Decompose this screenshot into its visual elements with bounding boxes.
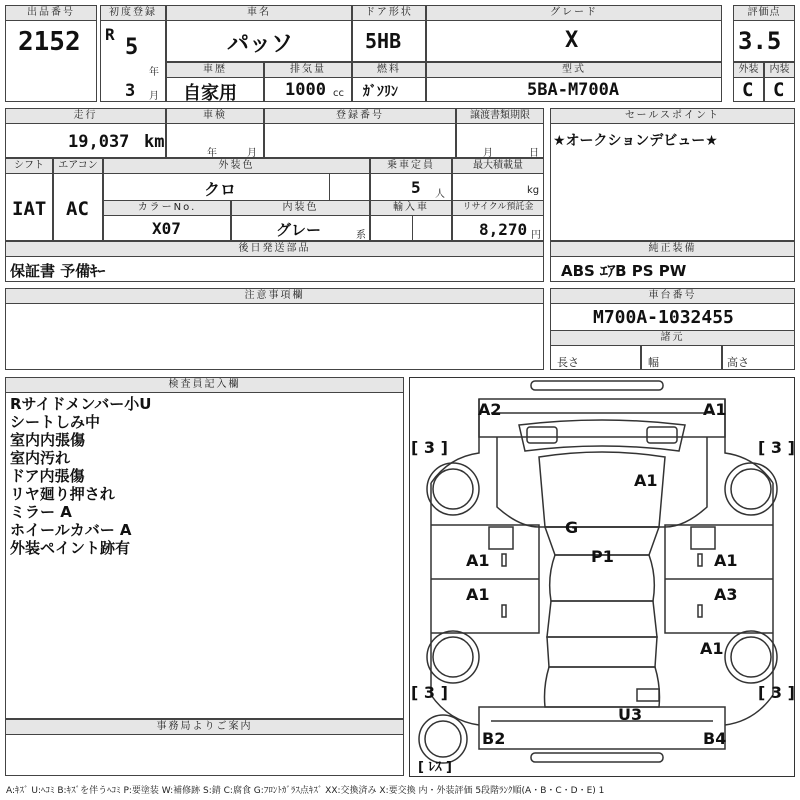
model-cell <box>426 77 722 102</box>
era-letter: R <box>105 25 115 44</box>
interior-color-cell <box>231 215 370 241</box>
history-header: 車歴 <box>166 62 264 78</box>
exterior-cell <box>733 77 764 102</box>
inspection-cell <box>166 123 264 158</box>
later-parts-header: 後日発送部品 <box>5 241 544 257</box>
later-parts-cell <box>5 256 544 282</box>
color-number-cell <box>103 215 231 241</box>
tire-rear-right: [ 3 ] <box>758 683 795 702</box>
inspection-header: 車検 <box>166 108 264 124</box>
equipment: ABS ｴｱB PS PW <box>561 262 687 280</box>
chassis-number: M700A-1032455 <box>593 307 734 328</box>
capacity-header: 乗車定員 <box>370 158 452 174</box>
exterior-grade: C <box>742 79 754 101</box>
height-cell <box>722 345 795 370</box>
note-line: ホイールカバー A <box>10 521 132 539</box>
inspector-header: 検査員記入欄 <box>5 377 404 393</box>
recycle-fee: 8,270 <box>479 220 528 239</box>
caution-header: 注意事項欄 <box>5 288 544 304</box>
note-line: ドア内張傷 <box>10 467 85 485</box>
mark-left-rear-door: A1 <box>466 585 490 604</box>
note-line: 外装ペイント跡有 <box>10 539 131 557</box>
mark-right-front-door: A1 <box>714 551 738 570</box>
aircon-header: エアコン <box>53 158 103 174</box>
tire-rear-left: [ 3 ] <box>411 683 448 702</box>
displacement-unit: cc <box>333 88 344 99</box>
note-line: ミラー A <box>10 503 72 521</box>
reg-number-header: 登録番号 <box>264 108 456 124</box>
car-name-cell <box>166 20 352 62</box>
mark-rear-center: U3 <box>618 705 643 724</box>
inspector-notes <box>5 392 404 719</box>
sales-point: ★オークションデビュー★ <box>553 133 718 149</box>
car-history: 自家用 <box>183 83 237 102</box>
reg-year: 5 <box>125 35 139 60</box>
length-label: 長さ <box>557 356 579 369</box>
displacement-cell <box>264 77 352 102</box>
mark-windshield: G <box>565 518 579 537</box>
model-header: 型式 <box>426 62 722 78</box>
legend: A:ｷｽﾞ U:ﾍｺﾐ B:ｷｽﾞを伴うﾍｺﾐ P:要塗装 W:補修跡 S:錆 C:腐食 G:ﾌﾛﾝﾄｶﾞﾗｽ点ｷｽﾞ XX:交換済み X:要交換 内・外装評価 5段階ﾗﾝｸ順(A・B・C・D・E) 1 <box>6 786 605 796</box>
door-header: ドア形状 <box>352 5 426 21</box>
note-line: 室内内張傷 <box>10 431 86 449</box>
transfer-month-unit: 月 <box>483 148 493 158</box>
note-line: Rサイドメンバー小U <box>10 395 152 413</box>
color-number: X07 <box>152 219 181 238</box>
displacement: 1000 <box>285 80 326 100</box>
recycle-cell <box>452 215 544 241</box>
interior-color-unit: 系 <box>356 230 366 241</box>
width-label: 幅 <box>648 356 659 369</box>
max-load-unit: kg <box>527 185 540 196</box>
transfer-deadline-header: 譲渡書類期限 <box>456 108 544 124</box>
exterior-color-cell <box>103 173 370 201</box>
tire-front-right: [ 3 ] <box>758 438 795 457</box>
mark-right-rear-quarter: A1 <box>700 639 724 658</box>
car-name: パッソ <box>227 32 294 57</box>
shift-type: IAT <box>12 198 47 220</box>
fuel-cell <box>352 77 426 102</box>
mark-hood: A1 <box>634 471 658 490</box>
shift-cell <box>5 173 53 241</box>
grade: X <box>565 28 579 53</box>
first-reg-header: 初度登録 <box>100 5 166 21</box>
car-diagram <box>409 377 795 777</box>
mileage: 19,037 <box>68 132 130 152</box>
grade-cell <box>426 20 722 62</box>
equipment-cell <box>550 256 795 282</box>
office-header: 事務局よりご案内 <box>5 719 404 735</box>
office-cell <box>5 734 404 776</box>
month-unit: 月 <box>149 91 159 102</box>
dims-header: 諸元 <box>550 330 795 346</box>
model-code: 5BA-M700A <box>527 80 620 100</box>
mileage-unit: km <box>144 132 165 152</box>
lot-number-cell <box>5 20 97 102</box>
recycle-header: リサイクル預託金 <box>452 200 544 216</box>
inspection-month-unit: 月 <box>247 148 257 158</box>
capacity-unit: 人 <box>435 189 445 200</box>
note-line: リヤ廻り押され <box>10 485 115 503</box>
note-line: 室内汚れ <box>10 449 71 467</box>
mileage-header: 走行 <box>5 108 166 124</box>
displacement-header: 排気量 <box>264 62 352 78</box>
sales-point-cell <box>550 123 795 241</box>
shift-header: シフト <box>5 158 53 174</box>
capacity: 5 <box>411 178 421 197</box>
mark-front-right: A1 <box>703 400 727 419</box>
width-cell <box>641 345 722 370</box>
length-cell <box>550 345 641 370</box>
mark-rear-right: B4 <box>703 729 727 748</box>
import-cell <box>370 215 452 241</box>
max-load-cell <box>452 173 544 201</box>
chassis-header: 車台番号 <box>550 288 795 304</box>
interior-color-header: 内装色 <box>231 200 370 216</box>
reg-number-cell <box>264 123 456 158</box>
aircon: AC <box>66 198 89 220</box>
grade-header: グレード <box>426 5 722 21</box>
score-cell <box>733 20 795 62</box>
mark-left-front-door: A1 <box>466 551 490 570</box>
aircon-cell <box>53 173 103 241</box>
mark-roof: P1 <box>591 547 614 566</box>
sales-point-header: セールスポイント <box>550 108 795 124</box>
transfer-day-unit: 日 <box>529 148 539 158</box>
mark-rear-left: B2 <box>482 729 506 748</box>
inspection-year-unit: 年 <box>207 148 217 158</box>
history-cell <box>166 77 264 102</box>
max-load-header: 最大積載量 <box>452 158 544 174</box>
interior-grade: C <box>773 79 785 101</box>
mark-front-left: A2 <box>478 400 502 419</box>
interior-header: 内装 <box>764 62 795 78</box>
mark-right-rear-door: A3 <box>714 585 738 604</box>
note-line: シートしみ中 <box>10 413 101 431</box>
tire-front-left: [ 3 ] <box>411 438 448 457</box>
car-name-header: 車名 <box>166 5 352 21</box>
reg-month: 3 <box>125 81 136 101</box>
color-number-header: カラーNo. <box>103 200 231 216</box>
interior-color: グレー <box>276 221 322 239</box>
mileage-cell <box>5 123 166 158</box>
score-header: 評価点 <box>733 5 795 21</box>
door-type: 5HB <box>365 29 402 53</box>
caution-cell <box>5 303 544 370</box>
import-header: 輸入車 <box>370 200 452 216</box>
exterior-header: 外装 <box>733 62 764 78</box>
lot-number-header: 出品番号 <box>5 5 97 21</box>
spare-tire: [ ﾚｽ ] <box>418 760 452 775</box>
score: 3.5 <box>738 27 782 55</box>
exterior-color: クロ <box>204 180 237 199</box>
later-parts: 保証書 予備ｷｰ <box>10 262 106 280</box>
equipment-header: 純正装備 <box>550 241 795 257</box>
height-label: 高さ <box>727 356 749 369</box>
exterior-color-header: 外装色 <box>103 158 370 174</box>
door-cell <box>352 20 426 62</box>
transfer-deadline-cell <box>456 123 544 158</box>
interior-cell <box>764 77 795 102</box>
chassis-cell <box>550 303 795 331</box>
recycle-unit: 円 <box>531 230 541 241</box>
fuel-type: ｶﾞｿﾘﾝ <box>363 84 398 100</box>
fuel-header: 燃料 <box>352 62 426 78</box>
lot-number: 2152 <box>18 27 81 57</box>
year-unit: 年 <box>149 67 159 78</box>
first-reg-cell <box>100 20 166 102</box>
capacity-cell <box>370 173 452 201</box>
